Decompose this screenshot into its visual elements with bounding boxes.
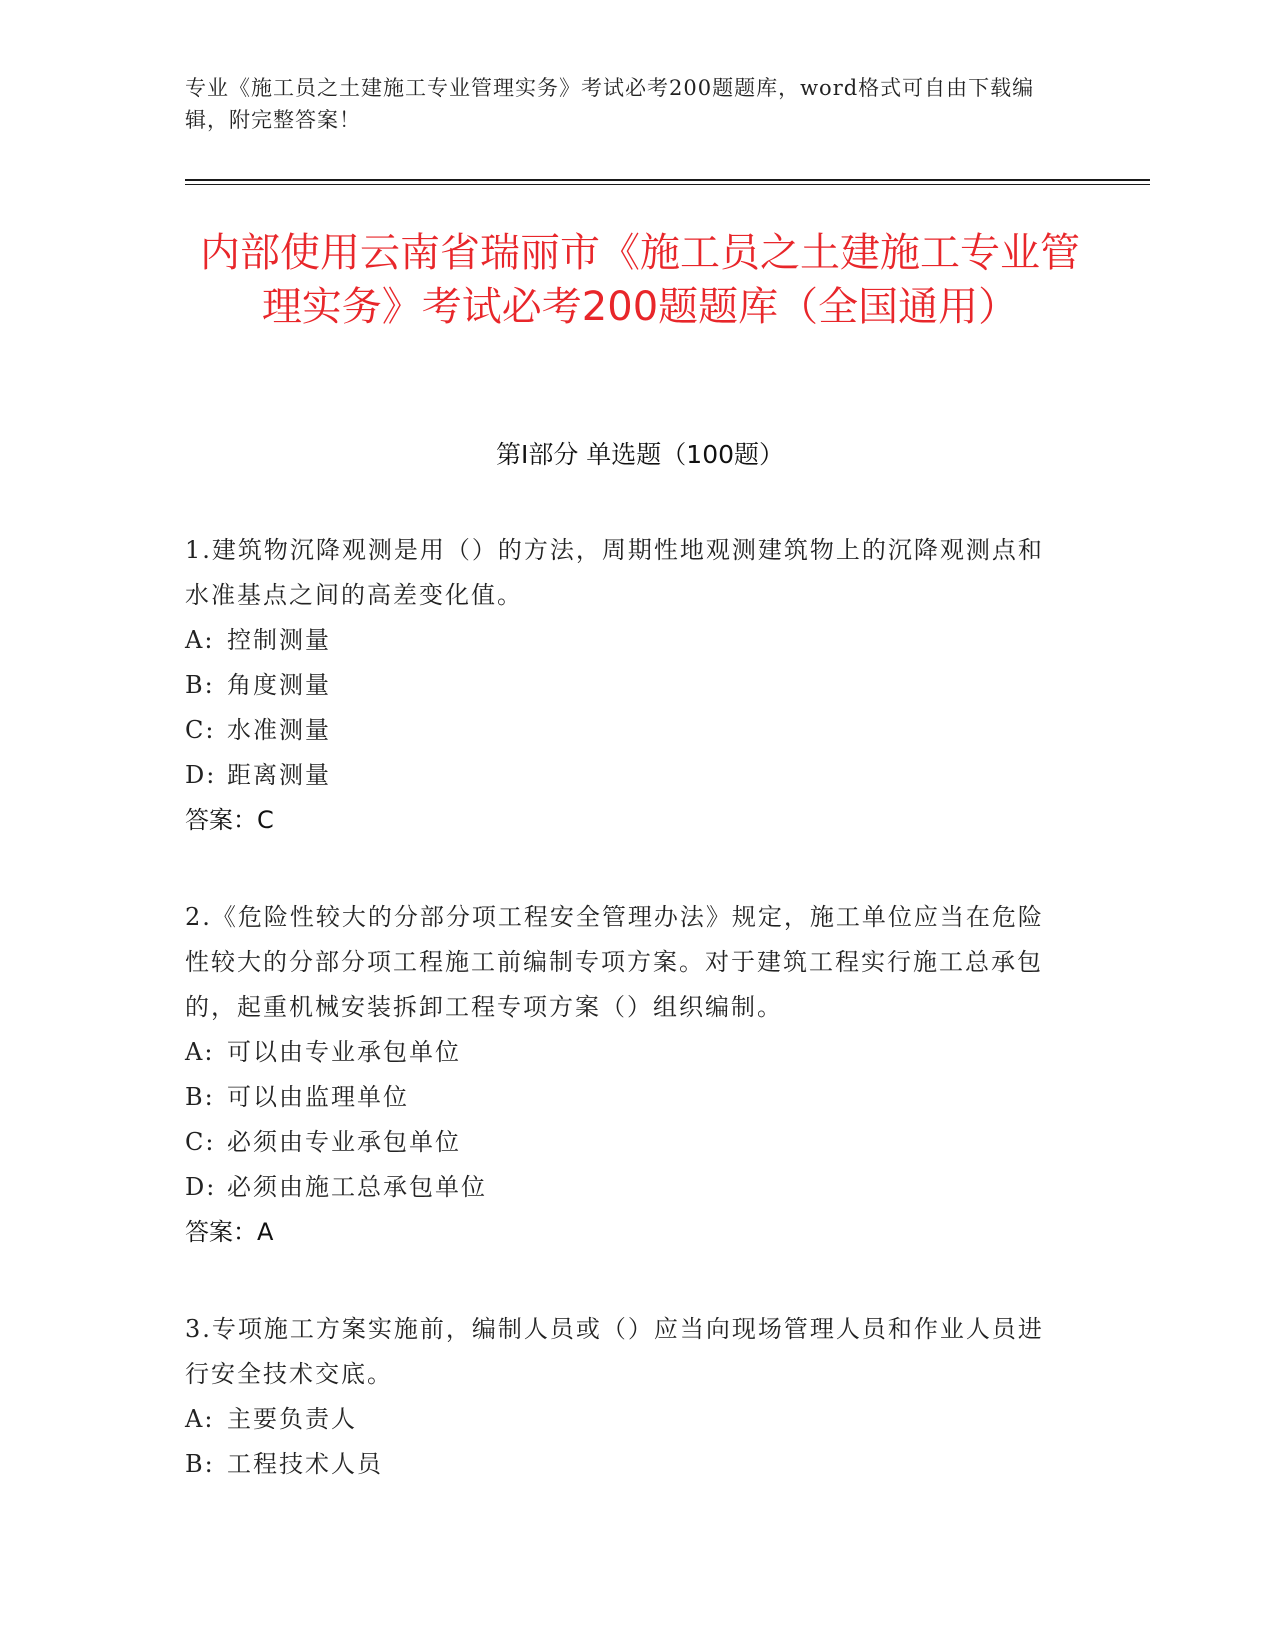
option-key: A:	[185, 1038, 215, 1066]
option-d	[185, 1165, 1065, 1210]
option-key: C:	[185, 716, 216, 744]
question-stem: 1.建筑物沉降观测是用（）的方法，周期性地观测建筑物上的沉降观测点和水准基点之间的高差变化值。	[185, 536, 1044, 609]
option-c	[185, 708, 1065, 753]
option-text: 主要负责人	[227, 1405, 357, 1433]
question-item-1	[185, 528, 1065, 843]
answer-line	[185, 1210, 1065, 1255]
question-item-2	[185, 895, 1065, 1255]
option-b	[185, 663, 1065, 708]
answer-label: 答案：	[185, 1218, 257, 1246]
option-key: A:	[185, 626, 215, 654]
option-key: D:	[185, 1173, 217, 1201]
option-text: 水准测量	[227, 716, 331, 744]
header-rule-thin	[185, 184, 1150, 185]
option-b	[185, 1442, 1065, 1487]
option-key: D:	[185, 761, 217, 789]
question-stem: 3.专项施工方案实施前，编制人员或（）应当向现场管理人员和作业人员进行安全技术交底。	[185, 1315, 1044, 1388]
option-a	[185, 618, 1065, 663]
option-text: 角度测量	[227, 671, 331, 699]
option-a	[185, 1030, 1065, 1075]
answer-value: C	[257, 806, 274, 834]
option-a	[185, 1397, 1065, 1442]
question-item-3	[185, 1307, 1065, 1487]
answer-value: A	[257, 1218, 274, 1246]
option-text: 控制测量	[227, 626, 331, 654]
option-text: 必须由专业承包单位	[227, 1128, 461, 1156]
header-note: 专业《施工员之土建施工专业管理实务》考试必考200题题库，word格式可自由下载编辑，附完整答案！	[185, 76, 1035, 132]
option-text: 可以由专业承包单位	[227, 1038, 461, 1066]
option-key: B:	[185, 671, 215, 699]
option-key: B:	[185, 1083, 215, 1111]
option-key: C:	[185, 1128, 216, 1156]
option-d	[185, 753, 1065, 798]
answer-label: 答案：	[185, 806, 257, 834]
option-text: 距离测量	[227, 761, 331, 789]
option-c	[185, 1120, 1065, 1165]
option-key: B:	[185, 1450, 215, 1478]
section-heading: 第I部分 单选题（100题）	[495, 440, 785, 469]
question-list	[185, 528, 1065, 1539]
option-text: 工程技术人员	[227, 1450, 383, 1478]
document-title: 内部使用云南省瑞丽市《施工员之土建施工专业管理实务》考试必考200题题库（全国通用）	[200, 230, 1080, 330]
answer-line	[185, 798, 1065, 843]
option-b	[185, 1075, 1065, 1120]
option-text: 可以由监理单位	[227, 1083, 409, 1111]
question-stem: 2.《危险性较大的分部分项工程安全管理办法》规定，施工单位应当在危险性较大的分部分项工程施工前编制专项方案。对于建筑工程实行施工总承包的，起重机械安装拆卸工程专项方案（）组织编制。	[185, 903, 1044, 1021]
option-text: 必须由施工总承包单位	[227, 1173, 487, 1201]
option-key: A:	[185, 1405, 215, 1433]
header-rule-thick	[185, 179, 1150, 181]
